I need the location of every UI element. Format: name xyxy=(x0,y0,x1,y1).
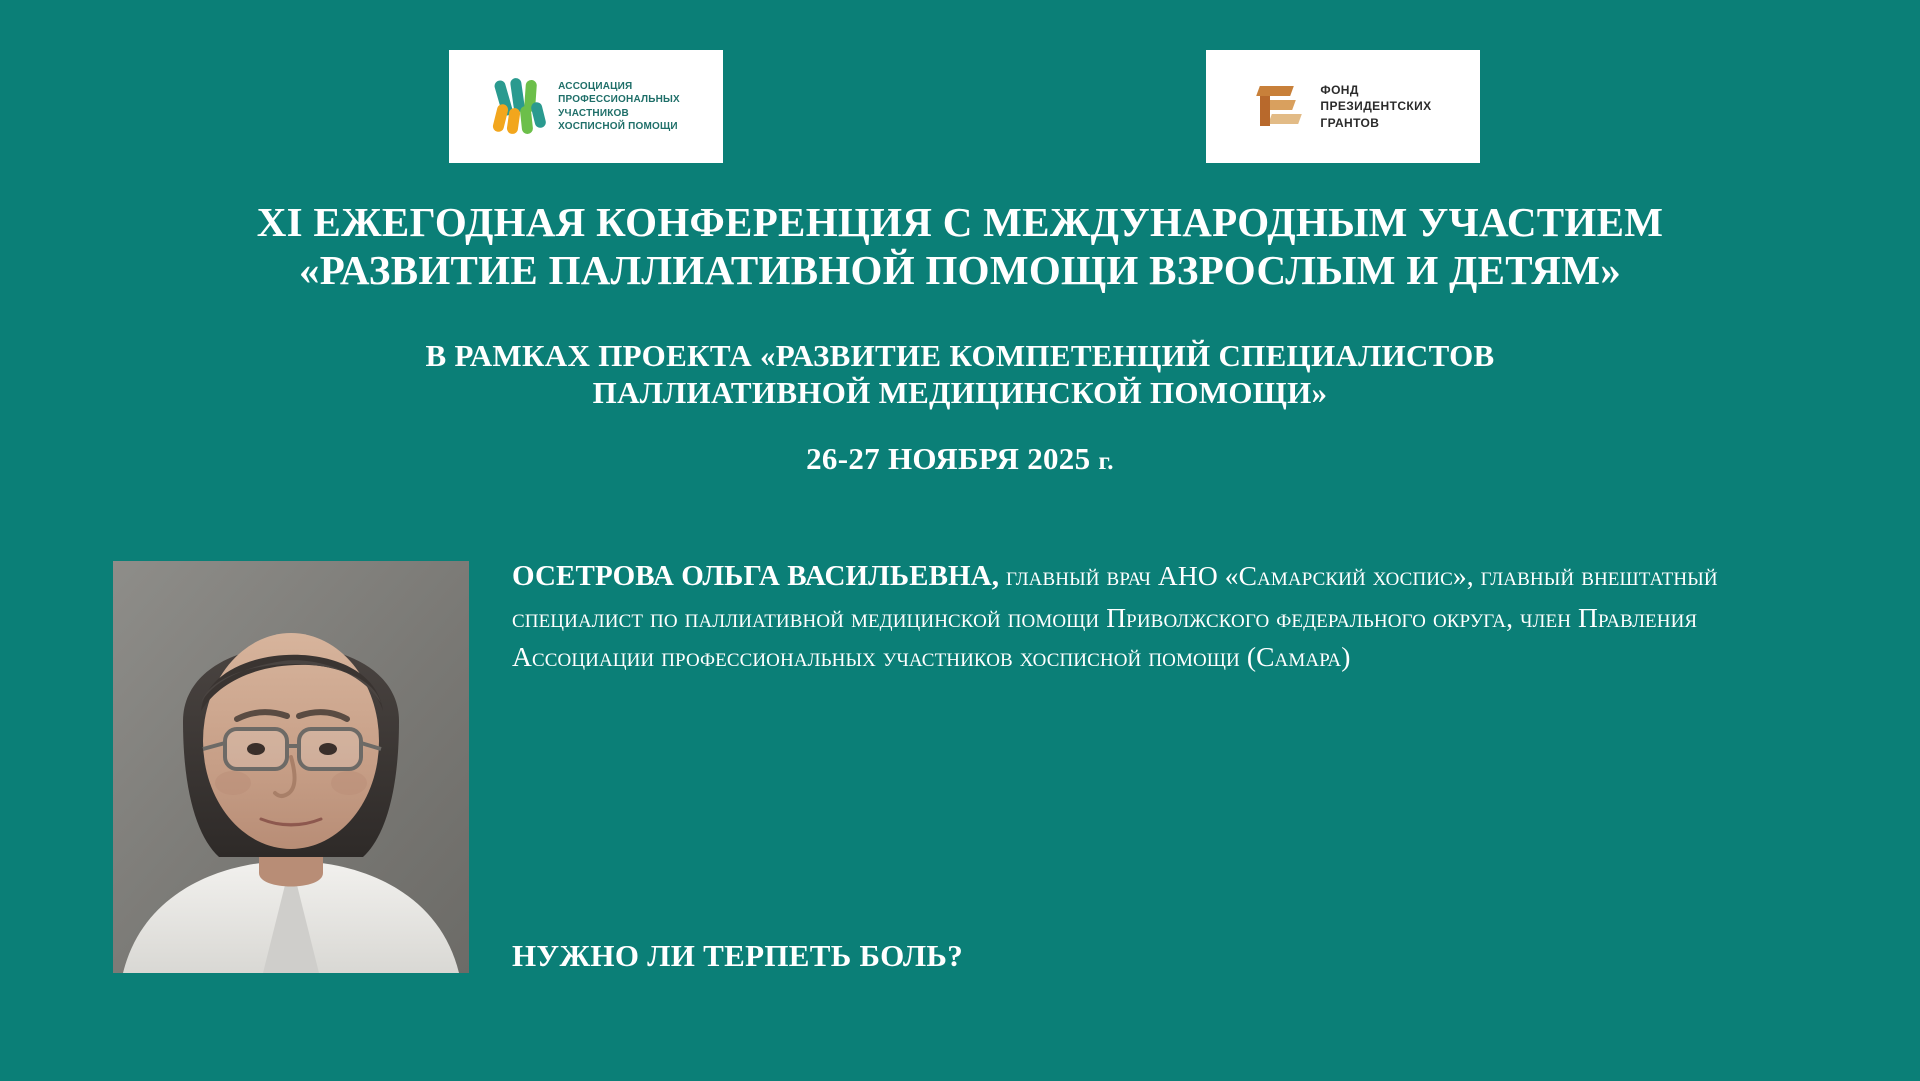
conference-title xyxy=(60,198,1860,295)
association-logo xyxy=(449,50,723,163)
conference-date xyxy=(60,441,1860,477)
fund-logo-line-3: ГРАНТОВ xyxy=(1320,115,1380,130)
association-logo-line-4: ХОСПИСНОЙ ПОМОЩИ xyxy=(558,120,678,132)
project-subtitle xyxy=(60,337,1860,411)
conference-title-line-2: «РАЗВИТИЕ ПАЛЛИАТИВНОЙ ПОМОЩИ ВЗРОСЛЫМ И ДЕТЯМ» xyxy=(298,247,1622,294)
speaker-bio-text: главный врач АНО «Самарский хоспис», главный внештатный специалист по паллиативной медицинской помощи Приволжского федерального округа, член Правления Ассоциации профессиональных участников хосписной помощи (Самара) xyxy=(512,560,1718,673)
association-logo-line-3: УЧАСТНИКОВ xyxy=(558,107,629,119)
fund-logo-text xyxy=(1320,82,1431,131)
title-block xyxy=(60,198,1860,477)
speaker-photo xyxy=(113,561,469,973)
logo-row xyxy=(0,50,1920,165)
presidential-grants-fund-logo xyxy=(1206,50,1480,163)
conference-date-value: 26-27 НОЯБРЯ 2025 xyxy=(806,441,1091,477)
project-subtitle-line-1: В РАМКАХ ПРОЕКТА «РАЗВИТИЕ КОМПЕТЕНЦИЙ СПЕЦИАЛИСТОВ xyxy=(425,337,1495,373)
talk-title: НУЖНО ЛИ ТЕРПЕТЬ БОЛЬ? xyxy=(512,938,963,973)
association-emblem-icon xyxy=(492,78,548,136)
association-logo-line-2: ПРОФЕССИОНАЛЬНЫХ xyxy=(558,94,680,106)
speaker-bio xyxy=(512,556,1772,677)
speaker-name: ОСЕТРОВА ОЛЬГА ВАСИЛЬЕВНА, xyxy=(512,560,1000,592)
fund-logo-line-2: ПРЕЗИДЕНТСКИХ xyxy=(1320,99,1432,114)
fund-logo-line-1: ФОНД xyxy=(1320,83,1359,98)
conference-date-suffix: г. xyxy=(1098,448,1114,476)
association-logo-line-1: АССОЦИАЦИЯ xyxy=(558,81,633,93)
association-logo-text xyxy=(558,80,680,133)
conference-title-line-1: XI ЕЖЕГОДНАЯ КОНФЕРЕНЦИЯ С МЕЖДУНАРОДНЫМ УЧАСТИЕМ xyxy=(256,199,1664,245)
project-subtitle-line-2: ПАЛЛИАТИВНОЙ МЕДИЦИНСКОЙ ПОМОЩИ» xyxy=(592,374,1328,410)
fund-emblem-icon xyxy=(1254,80,1308,134)
